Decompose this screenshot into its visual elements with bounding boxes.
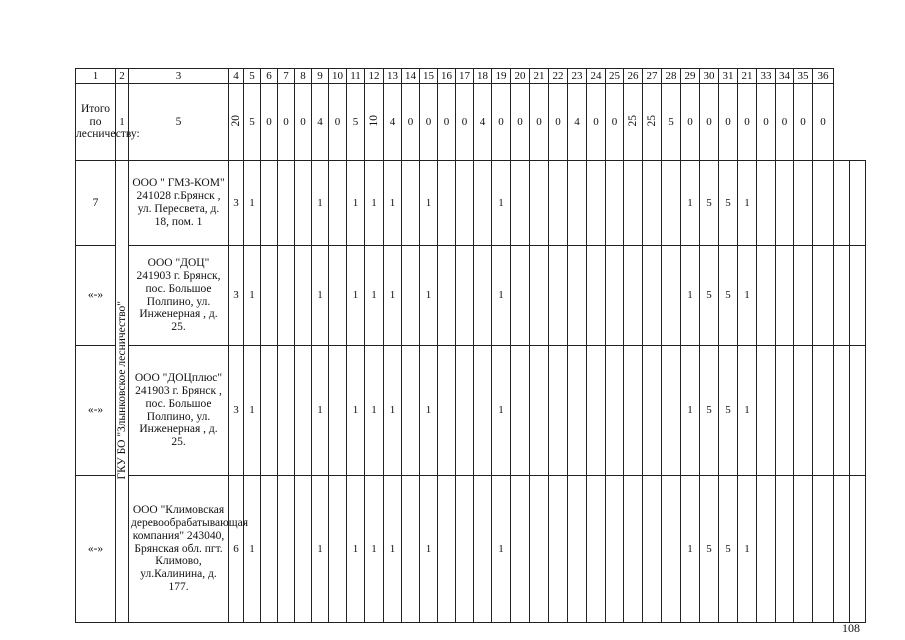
value-cell: 1 <box>384 476 402 623</box>
value-cell <box>456 346 474 476</box>
value-cell <box>587 161 606 246</box>
value-cell <box>776 476 794 623</box>
value-cell: 1 <box>738 161 757 246</box>
total-cell: 4 <box>568 84 587 161</box>
value-cell <box>606 161 624 246</box>
column-header: 34 <box>776 69 794 84</box>
value-cell <box>261 161 278 246</box>
value-cell <box>662 161 681 246</box>
value-cell: 1 <box>312 161 329 246</box>
value-cell: 1 <box>244 246 261 346</box>
column-header: 21 <box>530 69 549 84</box>
value-cell: 1 <box>738 476 757 623</box>
value-cell <box>643 476 662 623</box>
table-row <box>76 246 866 346</box>
value-cell <box>530 246 549 346</box>
value-cell <box>568 346 587 476</box>
data-table <box>75 68 866 623</box>
value-cell: 1 <box>384 346 402 476</box>
total-cell: 0 <box>738 84 757 161</box>
column-header: 29 <box>681 69 700 84</box>
value-cell <box>624 246 643 346</box>
value-cell <box>295 476 312 623</box>
value-cell: 5 <box>719 346 738 476</box>
value-cell: 5 <box>719 161 738 246</box>
value-cell <box>438 246 456 346</box>
value-cell <box>549 161 568 246</box>
header-row <box>76 69 866 84</box>
column-header: 6 <box>261 69 278 84</box>
value-cell: 1 <box>244 476 261 623</box>
value-cell: 1 <box>312 346 329 476</box>
value-cell <box>402 346 420 476</box>
value-cell: 1 <box>365 346 384 476</box>
value-cell <box>813 346 834 476</box>
value-cell <box>438 476 456 623</box>
value-cell <box>776 161 794 246</box>
column-header: 25 <box>606 69 624 84</box>
total-cell: 5 <box>347 84 365 161</box>
value-cell: 1 <box>738 246 757 346</box>
total-cell-value: 25 <box>626 114 639 127</box>
organization-cell: ООО "ДОЦ" 241903 г. Брянск, пос. Большое Полпино, ул. Инженерная , д. 25. <box>129 246 229 346</box>
value-cell <box>295 161 312 246</box>
value-cell <box>329 161 347 246</box>
column-header: 31 <box>719 69 738 84</box>
total-cell: 0 <box>757 84 776 161</box>
total-cell: 0 <box>794 84 813 161</box>
value-cell <box>794 161 813 246</box>
total-cell: 0 <box>511 84 530 161</box>
value-cell <box>278 346 295 476</box>
value-cell <box>261 476 278 623</box>
column-header: 26 <box>624 69 643 84</box>
value-cell: 1 <box>681 346 700 476</box>
column-header: 11 <box>347 69 365 84</box>
value-cell <box>568 161 587 246</box>
forestry-name: ГКУ БО "Злынковское лесничество" <box>116 300 128 480</box>
total-cell: 0 <box>813 84 834 161</box>
column-header: 1 <box>76 69 116 84</box>
value-cell: 5 <box>700 476 719 623</box>
value-cell: 5 <box>700 246 719 346</box>
value-cell <box>329 346 347 476</box>
column-header: 33 <box>757 69 776 84</box>
value-cell <box>402 246 420 346</box>
value-cell <box>587 476 606 623</box>
value-cell: 1 <box>420 161 438 246</box>
total-cell: 4 <box>384 84 402 161</box>
value-cell <box>474 346 492 476</box>
total-cell: 0 <box>261 84 278 161</box>
value-cell <box>402 161 420 246</box>
value-cell <box>530 346 549 476</box>
value-cell <box>757 346 776 476</box>
column-header: 30 <box>700 69 719 84</box>
table-row <box>76 346 866 476</box>
value-cell <box>757 246 776 346</box>
total-cell: 0 <box>492 84 511 161</box>
value-cell: 1 <box>365 476 384 623</box>
column-header: 15 <box>420 69 438 84</box>
value-cell <box>834 246 850 346</box>
total-cell <box>365 84 384 161</box>
total-cell <box>624 84 643 161</box>
row-number: «-» <box>76 476 116 623</box>
value-cell <box>261 346 278 476</box>
value-cell <box>643 246 662 346</box>
value-cell: 1 <box>347 246 365 346</box>
value-cell: 1 <box>365 246 384 346</box>
row-number: «-» <box>76 346 116 476</box>
value-cell <box>511 246 530 346</box>
value-cell <box>568 476 587 623</box>
row-number: «-» <box>76 246 116 346</box>
column-header: 35 <box>794 69 813 84</box>
total-cell <box>229 84 244 161</box>
value-cell <box>757 476 776 623</box>
value-cell: 1 <box>492 346 511 476</box>
value-cell <box>662 246 681 346</box>
value-cell <box>261 246 278 346</box>
value-cell: 5 <box>700 346 719 476</box>
value-cell <box>850 246 866 346</box>
value-cell: 1 <box>384 161 402 246</box>
total-col2: 1 <box>116 84 129 161</box>
total-cell: 0 <box>606 84 624 161</box>
value-cell <box>278 476 295 623</box>
column-header: 8 <box>295 69 312 84</box>
column-header: 17 <box>456 69 474 84</box>
value-cell: 6 <box>229 476 244 623</box>
value-cell: 1 <box>681 161 700 246</box>
total-cell: 4 <box>312 84 329 161</box>
total-cell <box>643 84 662 161</box>
column-header: 2 <box>116 69 129 84</box>
column-header: 9 <box>312 69 329 84</box>
value-cell <box>511 346 530 476</box>
value-cell <box>295 346 312 476</box>
value-cell: 1 <box>347 476 365 623</box>
total-cell: 0 <box>420 84 438 161</box>
value-cell <box>456 161 474 246</box>
total-cell: 0 <box>278 84 295 161</box>
value-cell: 1 <box>347 161 365 246</box>
value-cell: 1 <box>384 246 402 346</box>
total-row <box>76 84 866 161</box>
value-cell: 1 <box>420 476 438 623</box>
value-cell: 3 <box>229 346 244 476</box>
total-cell-value: 20 <box>229 114 242 127</box>
column-header: 21 <box>738 69 757 84</box>
total-col3: 5 <box>129 84 229 161</box>
column-header: 7 <box>278 69 295 84</box>
value-cell <box>794 246 813 346</box>
value-cell <box>329 476 347 623</box>
value-cell <box>530 161 549 246</box>
column-header: 5 <box>244 69 261 84</box>
total-cell: 0 <box>681 84 700 161</box>
value-cell <box>278 246 295 346</box>
value-cell: 1 <box>681 246 700 346</box>
organization-cell: ООО " ГМЗ-КОМ" 241028 г.Брянск , ул. Пересвета, д. 18, пом. 1 <box>129 161 229 246</box>
organization-cell: ООО "Климовская деревообрабатывающая компания" 243040, Брянская обл. пгт. Климово, ул.Калинина, д. 177. <box>129 476 229 623</box>
column-header: 22 <box>549 69 568 84</box>
row-number: 7 <box>76 161 116 246</box>
column-header: 16 <box>438 69 456 84</box>
value-cell: 1 <box>244 161 261 246</box>
value-cell <box>662 346 681 476</box>
value-cell: 3 <box>229 161 244 246</box>
value-cell: 1 <box>244 346 261 476</box>
value-cell <box>850 346 866 476</box>
value-cell <box>402 476 420 623</box>
value-cell <box>456 476 474 623</box>
value-cell: 1 <box>681 476 700 623</box>
column-header: 28 <box>662 69 681 84</box>
total-cell: 0 <box>700 84 719 161</box>
value-cell <box>606 346 624 476</box>
value-cell: 1 <box>492 246 511 346</box>
value-cell <box>834 161 850 246</box>
value-cell: 1 <box>492 161 511 246</box>
column-header: 27 <box>643 69 662 84</box>
column-header: 10 <box>329 69 347 84</box>
value-cell: 1 <box>312 246 329 346</box>
column-header: 20 <box>511 69 530 84</box>
value-cell <box>850 476 866 623</box>
value-cell: 1 <box>312 476 329 623</box>
total-cell: 0 <box>587 84 606 161</box>
column-header: 3 <box>129 69 229 84</box>
total-cell-value: 10 <box>367 114 380 127</box>
value-cell <box>530 476 549 623</box>
value-cell <box>295 246 312 346</box>
value-cell <box>662 476 681 623</box>
page-number: 108 <box>842 621 860 635</box>
value-cell <box>794 346 813 476</box>
forestry-cell <box>116 161 129 623</box>
value-cell <box>549 246 568 346</box>
column-header: 14 <box>402 69 420 84</box>
value-cell <box>813 161 834 246</box>
total-cell: 5 <box>244 84 261 161</box>
value-cell <box>624 476 643 623</box>
value-cell <box>438 346 456 476</box>
value-cell: 1 <box>420 346 438 476</box>
value-cell <box>587 246 606 346</box>
column-header: 4 <box>229 69 244 84</box>
value-cell: 3 <box>229 246 244 346</box>
value-cell <box>511 161 530 246</box>
value-cell: 5 <box>700 161 719 246</box>
value-cell <box>549 346 568 476</box>
value-cell <box>474 476 492 623</box>
value-cell <box>549 476 568 623</box>
value-cell <box>643 161 662 246</box>
value-cell <box>568 246 587 346</box>
total-cell: 0 <box>530 84 549 161</box>
value-cell <box>438 161 456 246</box>
total-cell: 0 <box>549 84 568 161</box>
value-cell <box>474 161 492 246</box>
value-cell <box>511 476 530 623</box>
value-cell: 1 <box>420 246 438 346</box>
value-cell <box>606 246 624 346</box>
total-cell: 5 <box>662 84 681 161</box>
total-label: Итого по лесничеству: <box>76 84 116 161</box>
column-header: 36 <box>813 69 834 84</box>
total-cell: 0 <box>329 84 347 161</box>
total-cell: 0 <box>402 84 420 161</box>
value-cell <box>834 346 850 476</box>
total-cell: 0 <box>438 84 456 161</box>
total-cell: 0 <box>456 84 474 161</box>
column-header: 19 <box>492 69 511 84</box>
value-cell: 5 <box>719 246 738 346</box>
table-row <box>76 476 866 623</box>
value-cell <box>278 161 295 246</box>
value-cell <box>456 246 474 346</box>
value-cell: 1 <box>738 346 757 476</box>
value-cell <box>776 346 794 476</box>
value-cell <box>624 161 643 246</box>
organization-cell: ООО "ДОЦплюс" 241903 г. Брянск , пос. Большое Полпино, ул. Инженерная , д. 25. <box>129 346 229 476</box>
value-cell <box>757 161 776 246</box>
total-cell-value: 25 <box>645 114 658 127</box>
value-cell <box>794 476 813 623</box>
value-cell <box>850 161 866 246</box>
column-header: 18 <box>474 69 492 84</box>
column-header: 23 <box>568 69 587 84</box>
value-cell <box>474 246 492 346</box>
total-cell: 0 <box>295 84 312 161</box>
value-cell <box>329 246 347 346</box>
value-cell: 1 <box>347 346 365 476</box>
value-cell: 1 <box>365 161 384 246</box>
value-cell <box>587 346 606 476</box>
value-cell <box>643 346 662 476</box>
value-cell: 1 <box>492 476 511 623</box>
column-header: 12 <box>365 69 384 84</box>
value-cell <box>624 346 643 476</box>
value-cell <box>606 476 624 623</box>
column-header: 13 <box>384 69 402 84</box>
value-cell <box>834 476 850 623</box>
table-row <box>76 161 866 246</box>
value-cell: 5 <box>719 476 738 623</box>
value-cell <box>776 246 794 346</box>
column-header: 24 <box>587 69 606 84</box>
value-cell <box>813 476 834 623</box>
total-cell: 4 <box>474 84 492 161</box>
total-cell: 0 <box>776 84 794 161</box>
value-cell <box>813 246 834 346</box>
total-cell: 0 <box>719 84 738 161</box>
